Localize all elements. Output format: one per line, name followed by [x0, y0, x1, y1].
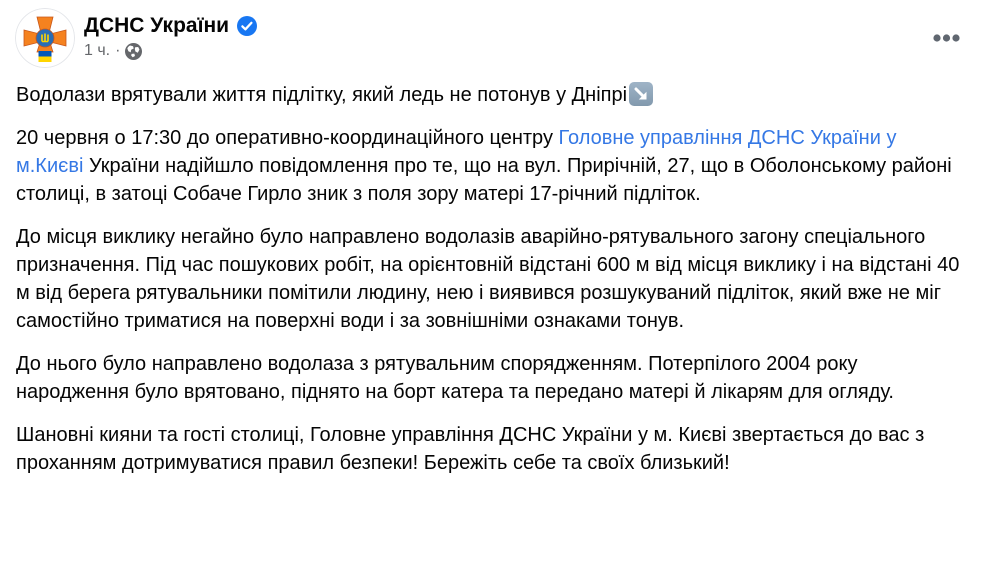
post-text: України надійшло повідомлення про те, що на вул. Прирічній, 27, що в Оболонському районі столиці, в затоці Собаче Гирло зник з поля зору матері 17-річний підліток. — [16, 155, 952, 205]
more-options-button[interactable] — [926, 24, 966, 52]
audience-globe-icon — [125, 43, 142, 60]
page-avatar[interactable] — [15, 8, 75, 68]
post-timestamp[interactable]: 1 ч. — [84, 42, 111, 59]
tagged-page-link[interactable]: Головне управління ДСНС України у м.Києві — [16, 127, 897, 177]
post-text: 20 червня о 17:30 до оперативно-координаційного центру — [16, 127, 559, 149]
header-info — [84, 8, 257, 61]
page-name-row — [84, 13, 257, 39]
post-paragraph-3: До місця виклику негайно було направлено водолазів аварійно-рятувального загону спеціального призначення. Під час пошукових робіт, на орієнтовній відстані 600 м від місця виклику і на відстані 40 м від берега рятувальники помітили людину, нею і виявився розшукуваний підліток, який вже не міг самостійно триматися на поверхні води і за зовнішніми ознаками тонув. — [16, 226, 960, 332]
post-header — [0, 0, 984, 68]
meta-separator: · — [115, 42, 121, 59]
post-body — [0, 68, 984, 477]
page-name-link[interactable]: ДСНС України — [84, 14, 230, 37]
post-paragraph-1 — [16, 81, 968, 109]
three-dots-icon — [933, 34, 960, 42]
verified-badge-icon — [237, 16, 257, 36]
post-paragraph-4: До нього було направлено водолаза з рятувальним спорядженням. Потерпілого 2004 року народження було врятовано, піднято на борт катера та передано матері й лікарям для огляду. — [16, 353, 894, 403]
post-text: Водолази врятували життя підлітку, який ледь не потонув у Дніпрі — [16, 84, 628, 106]
down-right-arrow-emoji — [629, 82, 653, 106]
post-meta-row — [84, 41, 257, 61]
post-paragraph-2 — [16, 124, 968, 208]
post-paragraph-5: Шановні кияни та гості столиці, Головне управління ДСНС України у м. Києві звертається до вас з проханням дотримуватися правил безпеки! Бережіть себе та своїх близький! — [16, 424, 925, 474]
